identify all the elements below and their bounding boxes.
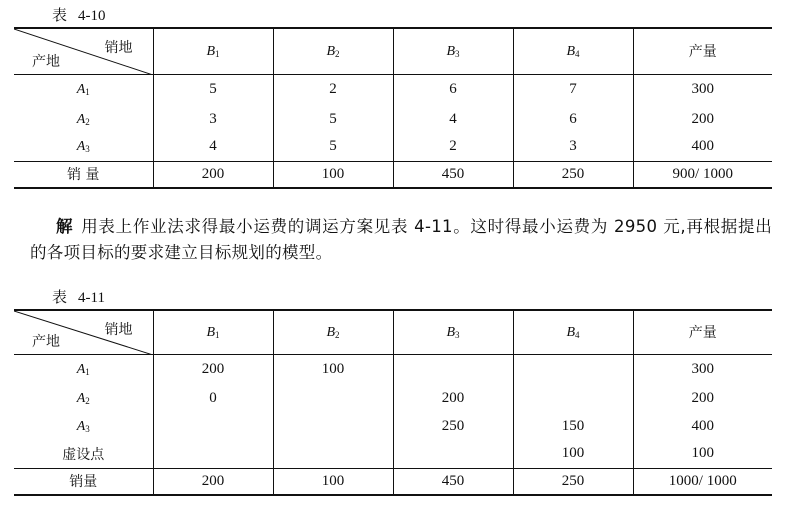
table2-header-b4: $B_4$ [513, 310, 633, 354]
table-cell: 200 [153, 161, 273, 188]
table-row [14, 354, 772, 384]
table-cell: 300 [633, 354, 772, 384]
row-label: $A_2$ [76, 390, 90, 406]
table2-header-production: 产量 [633, 310, 772, 354]
table-cell: 100 [273, 161, 393, 188]
table1-header-b1: $B_1$ [153, 28, 273, 74]
row-label: $A_1$ [76, 82, 90, 98]
table2-header-row [14, 310, 772, 354]
table-cell: 5 [273, 105, 393, 133]
table-cell: 6 [513, 105, 633, 133]
table1-caption [52, 4, 106, 25]
table-cell: 400 [633, 412, 772, 440]
table1-corner-cell [14, 28, 153, 74]
table-cell: 300 [633, 74, 772, 105]
table-row [14, 74, 772, 105]
table-cell: 100 [633, 440, 772, 468]
table-cell [513, 354, 633, 384]
table-cell [513, 384, 633, 412]
table1-header-b4: $B_4$ [513, 28, 633, 74]
table-cell: 200 [393, 384, 513, 412]
table1 [14, 27, 772, 189]
table1-corner-top-label: 销地 [104, 40, 133, 56]
table-cell: 450 [393, 161, 513, 188]
table1-footer-row [14, 161, 772, 188]
row-label: $A_2$ [76, 111, 90, 127]
table-cell: 3 [153, 105, 273, 133]
table1-corner-bottom-label: 产地 [32, 53, 60, 70]
table-cell: 200 [633, 384, 772, 412]
table-cell [393, 354, 513, 384]
table-cell [153, 412, 273, 440]
table-row [14, 384, 772, 412]
table-cell: 250 [513, 468, 633, 495]
table-cell [273, 412, 393, 440]
table-cell: 400 [633, 133, 772, 161]
table1-footer-label: 销 量 [14, 161, 153, 188]
table-cell: 1000/ 1000 [633, 468, 772, 495]
row-label: $A_3$ [76, 418, 90, 434]
table-cell: 4 [153, 133, 273, 161]
row-label-dummy: 虚设点 [62, 446, 105, 463]
table2-caption [52, 286, 105, 307]
table2-corner-bottom-label: 产地 [32, 333, 60, 350]
row-label: $A_3$ [76, 139, 90, 155]
table1-header-row [14, 28, 772, 74]
table-cell: 5 [153, 74, 273, 105]
table2-corner-top-label: 销地 [104, 322, 133, 338]
table-cell [393, 440, 513, 468]
table1-caption-label: 表 [52, 6, 69, 24]
table-cell: 250 [393, 412, 513, 440]
table-cell: 200 [153, 468, 273, 495]
table-cell: 4 [393, 105, 513, 133]
table-cell: 100 [273, 354, 393, 384]
table1-header-b3: $B_3$ [393, 28, 513, 74]
table-cell [273, 384, 393, 412]
table2-corner-cell [14, 310, 153, 354]
table-cell: 5 [273, 133, 393, 161]
table-cell: 6 [393, 74, 513, 105]
solution-paragraph [30, 214, 772, 266]
table2-footer-label: 销量 [14, 468, 153, 495]
solution-lead: 解 [56, 217, 74, 236]
table-cell: 100 [273, 468, 393, 495]
table-cell: 3 [513, 133, 633, 161]
table-row [14, 133, 772, 161]
table2 [14, 309, 772, 496]
table2-footer-row [14, 468, 772, 495]
table-cell: 7 [513, 74, 633, 105]
table-cell: 150 [513, 412, 633, 440]
table2-caption-label: 表 [52, 288, 69, 306]
table1-header-b2: $B_2$ [273, 28, 393, 74]
table-cell: 250 [513, 161, 633, 188]
row-label: $A_1$ [76, 361, 90, 377]
table-row [14, 412, 772, 440]
table-cell: 200 [153, 354, 273, 384]
table2-header-b2: $B_2$ [273, 310, 393, 354]
table-cell: 450 [393, 468, 513, 495]
solution-text: 用表上作业法求得最小运费的调运方案见表 4-11。这时得最小运费为 2950 元,再根据提出的各项目标的要求建立目标规划的模型。 [30, 217, 772, 262]
table1-header-production: 产量 [633, 28, 772, 74]
table-cell: 900/ 1000 [633, 161, 772, 188]
table2-header-b1: $B_1$ [153, 310, 273, 354]
table-cell: 200 [633, 105, 772, 133]
table2-header-b3: $B_3$ [393, 310, 513, 354]
table1-caption-number: 4-10 [78, 8, 106, 24]
table-cell: 100 [513, 440, 633, 468]
table-row [14, 105, 772, 133]
table-cell: 2 [273, 74, 393, 105]
table-cell [273, 440, 393, 468]
table-cell: 2 [393, 133, 513, 161]
table-row [14, 440, 772, 468]
table-cell [153, 440, 273, 468]
table2-caption-number: 4-11 [78, 290, 105, 306]
table-cell: 0 [153, 384, 273, 412]
